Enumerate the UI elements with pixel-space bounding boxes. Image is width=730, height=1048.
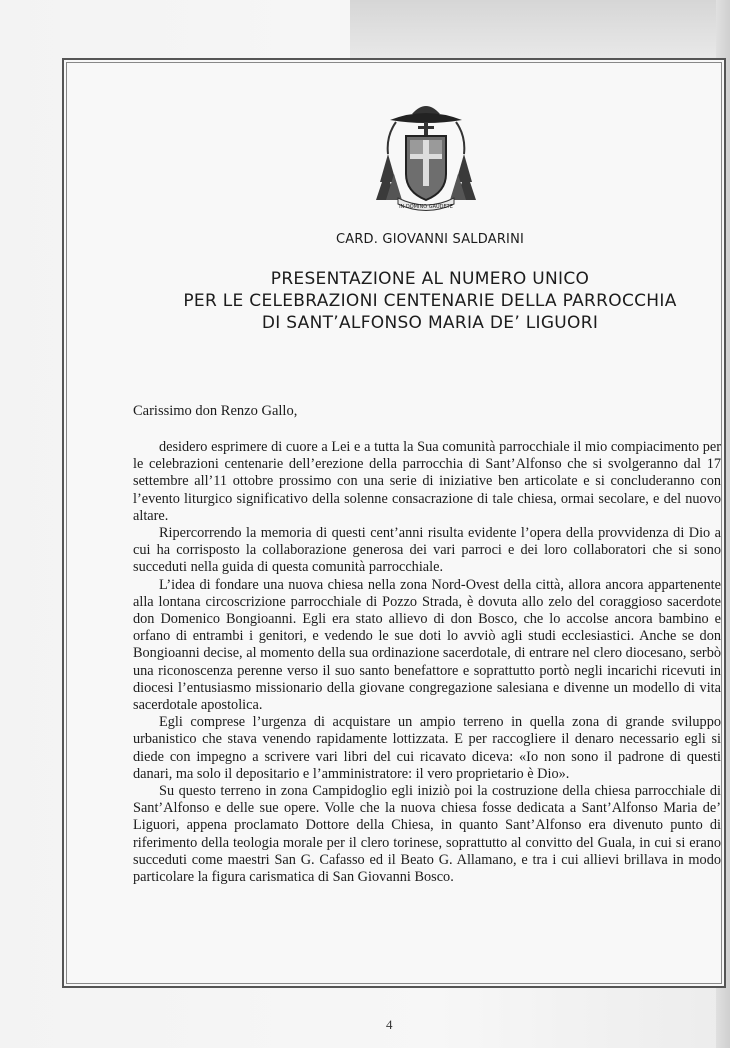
letter-salutation: Carissimo don Renzo Gallo, <box>133 403 298 419</box>
title-line-2: PER LE CELEBRAZIONI CENTENARIE DELLA PARROCCHIA <box>183 291 677 311</box>
title-line-1: PRESENTAZIONE AL NUMERO UNICO <box>270 269 590 289</box>
paragraph: Egli comprese l’urgenza di acquistare un ampio terreno in quella zona di grande sviluppo urbanistico che stava venendo rapidamente lottizzata. E per raccogliere il denaro necessario egli si diede con impegno a scrivere vari libri del cui ricavato diceva: «Io non sono il padrone di questi danari, ma solo il depositario e l’amministratore: il vero proprietario è Dio». <box>133 714 721 782</box>
crest-motto: IN DOMINO GAUDETE <box>399 204 453 210</box>
page-number: 4 <box>386 1017 393 1032</box>
title-line-3: DI SANT’ALFONSO MARIA DE’ LIGUORI <box>261 313 599 333</box>
cardinal-coat-of-arms-icon <box>372 96 480 216</box>
scan-shadow <box>350 0 730 60</box>
paragraph: Su questo terreno in zona Campidoglio egli iniziò poi la costruzione della chiesa parrocchiale di Sant’Alfonso e delle sue opere. Volle che la nuova chiesa fosse dedicata a Sant’Alfonso Maria de’ Liguori, appena proclamato Dottore della Chiesa, in quanto Sant’Alfonso era divenuto punto di riferimento della teologia morale per il clero torinese, soprattutto al convitto del Guala, in cui si erano succeduti come maestri San G. Cafasso ed il Beato G. Allamano, e tra i cui allievi brillava in modo particolare la figura carismatica di San Giovanni Bosco. <box>133 783 721 886</box>
letter-body <box>133 439 721 886</box>
paragraph: L’idea di fondare una nuova chiesa nella zona Nord-Ovest della città, allora ancora appartenente alla lontana circoscrizione parrocchiale di Pozzo Strada, è dovuta allo zelo del coraggioso sacerdote don Domenico Bongioanni. Egli era stato allievo di don Bosco, che lo accolse ancora bambino e orfano di entrambi i genitori, e vedendo le sue doti lo avviò agli studi ecclesiastici. Anche se don Bongioanni decise, al momento della sua ordinazione sacerdotale, di entrare nel clero diocesano, serbò una riconoscenza perenne verso il suo santo benefattore e soprattutto portò negli incarichi ricevuti in diocesi l’entusiasmo missionario della giovane congregazione salesiana e divenne un modello di vita sacerdotale apostolica. <box>133 576 721 714</box>
author-name: CARD. GIOVANNI SALDARINI <box>335 232 525 247</box>
paragraph: Ripercorrendo la memoria di questi cent’anni risulta evidente l’opera della provvidenza di Dio a cui ha corrisposto la collaborazione generosa dei vari parroci e dei loro collaboratori che si sono succeduti nella guida di questa comunità parrocchiale. <box>133 525 721 576</box>
page-title <box>0 268 730 334</box>
paragraph: desidero esprimere di cuore a Lei e a tutta la Sua comunità parrocchiale il mio compiacimento per le celebrazioni centenarie dell’erezione della parrocchia di Sant’Alfonso che si svolgeranno dal 17 settembre all’11 ottobre prossimo con una serie di iniziative ben articolate e si concluderanno con l’evento liturgico significativo della solenne consacrazione di tale chiesa, ormai secolare, e del nuovo altare. <box>133 439 721 524</box>
